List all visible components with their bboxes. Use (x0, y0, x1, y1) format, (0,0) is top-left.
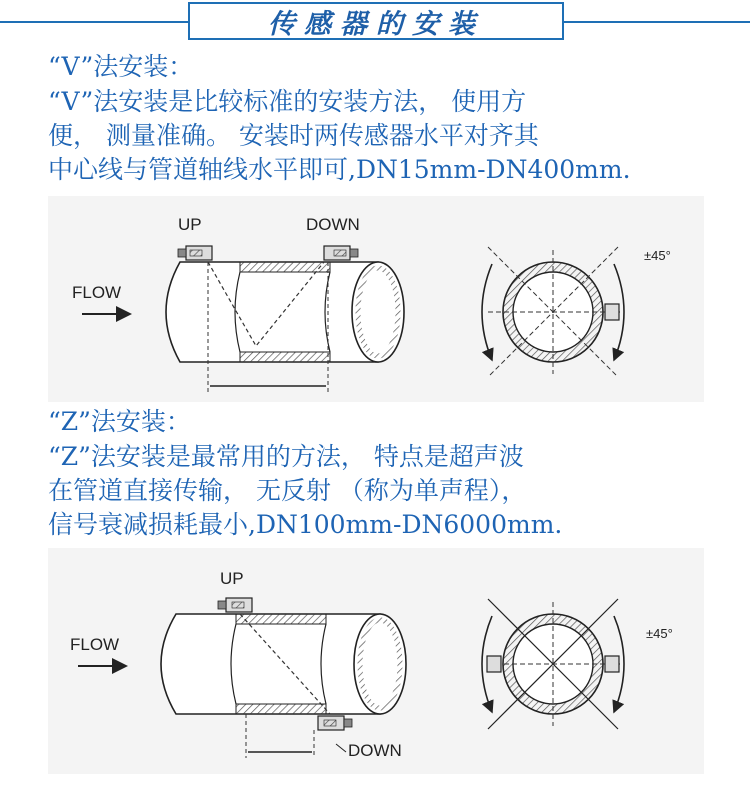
v-method-line-2: 便， 测量准确。 安装时两传感器水平对齐其 (48, 121, 539, 150)
z-up-label: UP (220, 569, 244, 588)
v-method-diagram (48, 196, 704, 402)
z-method-line-3: 信号衰减损耗最小,DN100mm-DN6000mm. (48, 510, 563, 539)
v-top-wall (240, 262, 330, 272)
z-top-wall (236, 614, 326, 624)
title-rule-left (0, 21, 190, 23)
v-up-label: UP (178, 215, 202, 234)
v-angle-label: ±45° (644, 248, 671, 263)
v-method-heading: “V”法安装： (48, 52, 194, 81)
z-angle-label: ±45° (646, 626, 673, 641)
v-pipe-body (166, 262, 378, 362)
z-cross-section (482, 599, 624, 729)
z-pipe-body (161, 614, 380, 714)
title-bar (0, 0, 750, 44)
z-method-line-2: 在管道直接传输， 无反射 （称为单声程）， (48, 476, 527, 505)
z-bottom-wall (236, 704, 326, 714)
v-method-line-1: “V”法安装是比较标准的安装方法， 使用方 (48, 87, 527, 116)
v-bottom-wall (240, 352, 330, 362)
v-cross-section (482, 247, 624, 377)
z-method-heading: “Z”法安装： (48, 407, 191, 436)
v-method-line-3: 中心线与管道轴线水平即可,DN15mm-DN400mm. (48, 155, 631, 184)
z-diagram-svg (48, 548, 704, 774)
title-box (188, 2, 564, 40)
v-down-label: DOWN (306, 215, 360, 234)
z-flow-label: FLOW (70, 635, 120, 654)
page-title: 传感器的安装 (268, 8, 484, 40)
v-flow-label: FLOW (72, 283, 122, 302)
z-down-label: DOWN (348, 741, 402, 760)
title-rule-right (562, 21, 750, 23)
z-method-diagram (48, 548, 704, 774)
z-method-line-1: “Z”法安装是最常用的方法， 特点是超声波 (48, 442, 524, 471)
v-diagram-svg (48, 196, 704, 402)
